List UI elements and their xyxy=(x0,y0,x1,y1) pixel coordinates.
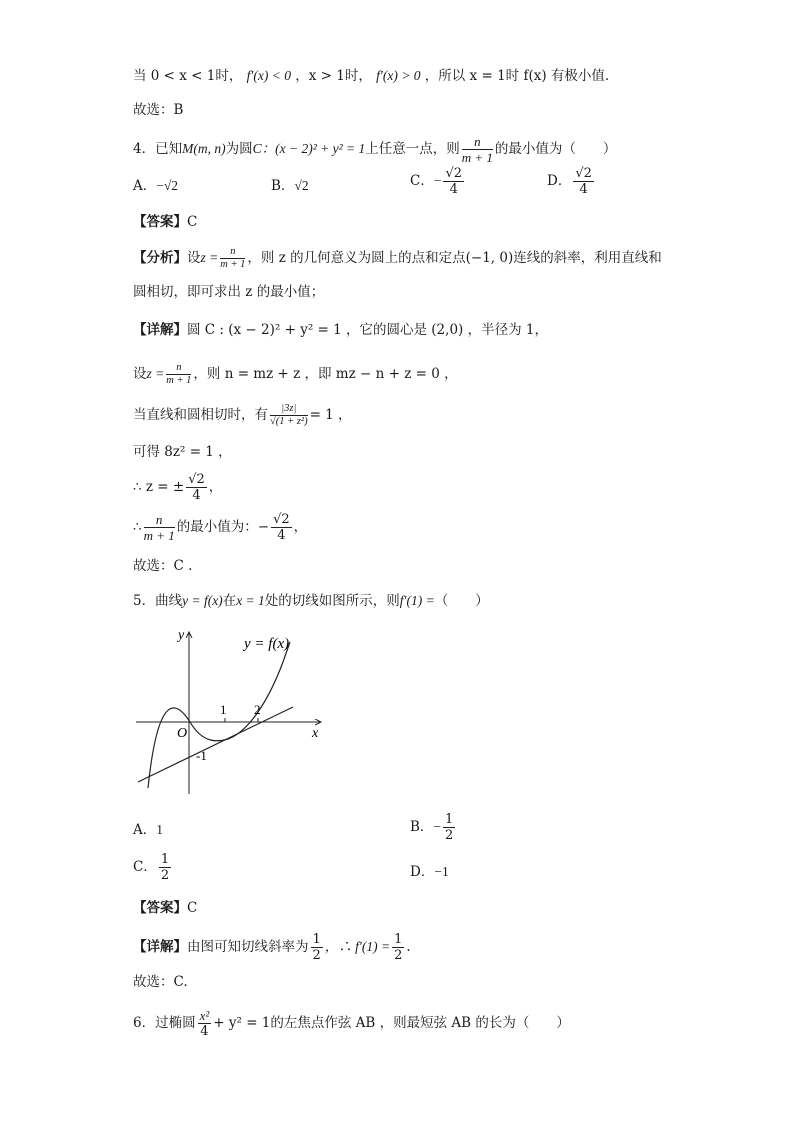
x-axis-label: x xyxy=(312,726,319,741)
math: f′(x) > 0 xyxy=(376,68,421,83)
q4-detail-1 xyxy=(133,320,548,340)
denominator: 2 xyxy=(312,948,321,963)
fraction xyxy=(462,134,493,165)
text: （ ） xyxy=(434,593,489,609)
denominator: 4 xyxy=(579,182,588,197)
option-value: −1 xyxy=(434,864,449,879)
numerator: √2 xyxy=(188,472,205,487)
text: 设 xyxy=(133,366,147,382)
q4-analysis xyxy=(133,246,662,271)
text: 6．过椭圆 xyxy=(133,1015,196,1031)
text: = 1 ， xyxy=(309,407,352,423)
numerator: 1 xyxy=(160,852,170,867)
q4-option-d[interactable] xyxy=(547,166,596,197)
text: ，x > 1时， xyxy=(295,68,372,84)
q4-conclusion: 故选：C . xyxy=(133,558,193,574)
q5-option-d[interactable] xyxy=(410,862,449,882)
fraction xyxy=(198,1008,212,1039)
text: 5．曲线 xyxy=(133,593,183,609)
math: z = xyxy=(200,250,219,265)
text: 上任意一点，则 xyxy=(365,141,460,157)
text: 为圆 xyxy=(225,141,253,157)
fraction xyxy=(443,166,464,197)
q4-detail-5 xyxy=(133,472,222,503)
text: 在 xyxy=(222,593,237,609)
text: ，则 n = mz + z ，即 mz − n + z = 0 ， xyxy=(193,366,458,382)
numerator: 1 xyxy=(394,932,403,947)
q4-answer xyxy=(133,212,197,232)
q4-analysis-line2: 圆相切，即可求出 z 的最小值； xyxy=(133,284,325,300)
q5-detail xyxy=(133,932,411,963)
q6-stem xyxy=(133,1008,570,1039)
text: ，则 z 的几何意义为圆上的点和定点(−1, 0)连线的斜率，利用直线和 xyxy=(247,250,662,266)
curve-label: y = f(x) xyxy=(244,636,290,652)
text: 的最小值为：− xyxy=(176,519,270,535)
denominator: m + 1 xyxy=(461,150,493,165)
tick-label-neg1: -1 xyxy=(196,748,207,763)
fraction xyxy=(159,852,171,883)
answer-value: C xyxy=(187,900,198,916)
text: 圆 C : (x − 2)² + y² = 1 ，它的圆心是 (2,0) ，半径为 1， xyxy=(187,322,548,338)
text: 的最小值为（ ） xyxy=(494,141,617,157)
text-line xyxy=(133,66,609,86)
option-label: C． xyxy=(410,173,434,189)
math: C：(x − 2)² + y² = 1 xyxy=(252,141,366,156)
text: ∴ z = ± xyxy=(133,479,185,495)
text: ∴ xyxy=(133,519,142,535)
q4-option-a[interactable] xyxy=(133,176,178,196)
denominator: m + 1 xyxy=(166,375,192,386)
text: 4．已知 xyxy=(133,141,183,157)
text: 处的切线如图所示，则 xyxy=(264,593,400,609)
math: f′(1) = xyxy=(399,593,435,608)
fraction xyxy=(443,812,455,843)
numerator: n xyxy=(144,512,175,528)
q5-option-c[interactable] xyxy=(133,852,173,883)
y-axis-label: y xyxy=(178,628,185,643)
tick-label-1: 1 xyxy=(220,702,227,717)
q5-stem xyxy=(133,591,489,611)
denominator: m + 1 xyxy=(143,528,175,543)
tick-label-2: 2 xyxy=(254,702,261,717)
option-label: D． xyxy=(410,864,435,880)
math: z = xyxy=(146,366,165,381)
numerator: x² xyxy=(199,1008,210,1023)
tangent-line xyxy=(138,707,293,782)
denominator: 4 xyxy=(277,528,286,543)
fraction xyxy=(311,932,323,963)
denominator: 2 xyxy=(394,948,403,963)
analysis-tag: 【分析】 xyxy=(133,250,187,266)
numerator: |3z| xyxy=(270,403,308,416)
option-label: B． xyxy=(271,178,295,194)
fraction xyxy=(166,362,191,387)
option-label: D． xyxy=(547,173,572,189)
denominator: 2 xyxy=(445,828,454,843)
origin-label: O xyxy=(177,726,188,741)
denominator: √(1 + z²) xyxy=(270,416,308,427)
numerator: 1 xyxy=(445,812,454,827)
math: ，∴ f′(1) = xyxy=(324,939,391,954)
q4-stem xyxy=(133,134,616,165)
math: y = f(x) xyxy=(182,593,223,608)
text: 当直线和圆相切时，有 xyxy=(133,407,268,423)
numerator: n xyxy=(166,362,191,375)
numerator: √2 xyxy=(575,166,592,181)
answer-line: 故选：B xyxy=(133,102,184,118)
option-value: √2 xyxy=(294,178,309,193)
denominator: 4 xyxy=(200,1024,209,1039)
text: 当 0 < x < 1时， xyxy=(133,68,243,84)
text: 由图可知切线斜率为 xyxy=(187,939,309,955)
text: ， xyxy=(208,479,223,495)
math: M(m, n) xyxy=(182,141,226,156)
denominator: 4 xyxy=(449,182,458,197)
numerator: √2 xyxy=(445,166,463,181)
math: f′(x) < 0 xyxy=(246,68,291,83)
math: x = 1 xyxy=(236,593,265,608)
q4-option-b[interactable] xyxy=(271,176,309,196)
text: ，所以 x = 1时 f(x) 有极小值. xyxy=(424,68,610,84)
numerator: 1 xyxy=(312,932,321,947)
fraction xyxy=(220,246,245,271)
fraction xyxy=(573,166,594,197)
fraction xyxy=(186,472,207,503)
q5-option-a[interactable] xyxy=(133,820,163,840)
fraction xyxy=(144,512,175,543)
q4-option-c[interactable]: C．− $\frac{√2}{4}$ xyxy=(410,166,463,197)
q4-detail-6 xyxy=(133,512,307,543)
curve xyxy=(148,642,290,788)
numerator: n xyxy=(220,246,245,259)
option-value: 1 xyxy=(156,822,163,837)
fraction xyxy=(392,932,404,963)
q5-conclusion: 故选：C. xyxy=(133,974,188,990)
option-label: B． xyxy=(410,819,434,835)
option-label: A． xyxy=(133,178,157,194)
fraction xyxy=(271,512,292,543)
q5-answer xyxy=(133,898,197,918)
numerator: n xyxy=(462,134,493,150)
numerator: √2 xyxy=(273,512,290,527)
q5-option-b[interactable]: B．− $\frac{1}{2}$ xyxy=(410,812,454,843)
option-label: A． xyxy=(133,822,157,838)
text: . xyxy=(406,939,411,955)
option-label: C． xyxy=(133,859,157,875)
text: ， xyxy=(293,519,308,535)
answer-tag: 【答案】 xyxy=(133,214,187,230)
fraction xyxy=(270,403,308,428)
answer-value: C xyxy=(187,214,198,230)
denominator: m + 1 xyxy=(220,259,246,270)
denominator: 2 xyxy=(160,868,170,883)
option-value: −√2 xyxy=(156,178,179,193)
q4-detail-3 xyxy=(133,403,352,428)
text: + y² = 1的左焦点作弦 AB ，则最短弦 AB 的长为（ ） xyxy=(213,1015,570,1031)
detail-tag: 【详解】 xyxy=(133,322,187,338)
detail-tag: 【详解】 xyxy=(133,939,187,955)
function-graph-figure xyxy=(128,622,333,800)
text: 设 xyxy=(187,250,201,266)
denominator: 4 xyxy=(192,488,201,503)
q4-detail-4: 可得 8z² = 1 ， xyxy=(133,444,232,460)
q4-detail-2 xyxy=(133,362,458,387)
answer-tag: 【答案】 xyxy=(133,900,187,916)
